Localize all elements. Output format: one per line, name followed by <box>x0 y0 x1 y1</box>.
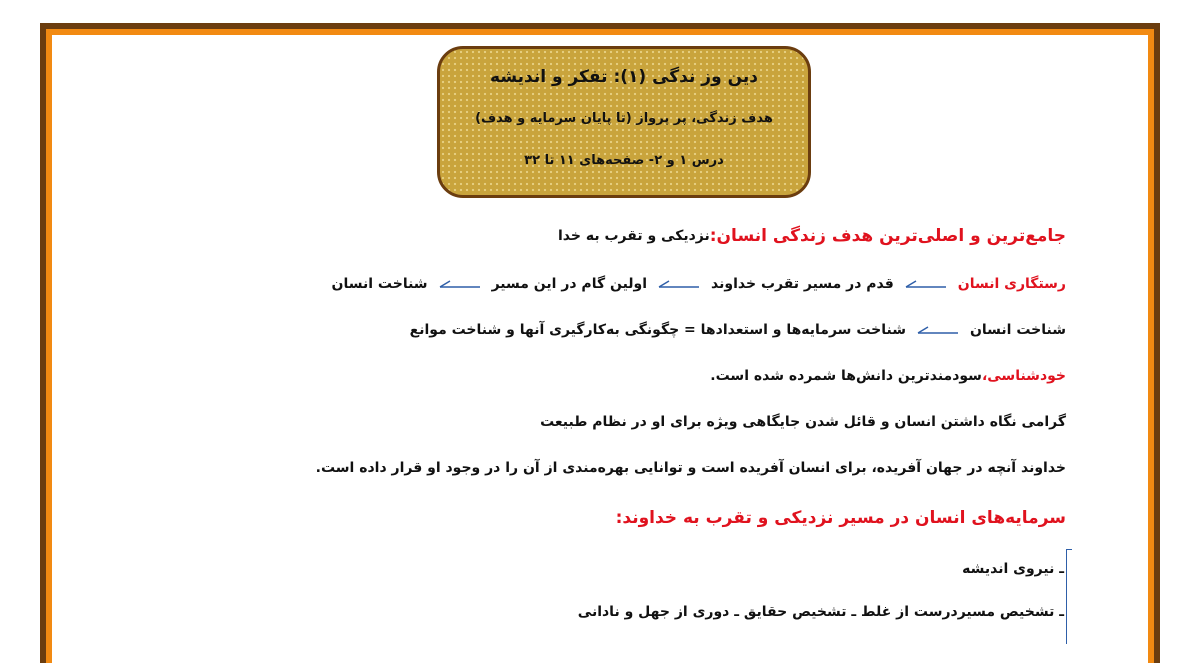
arrow-left-icon <box>438 277 482 291</box>
list-item-text: ـ نیروی اندیشه <box>962 561 1064 577</box>
list-item <box>578 604 1064 620</box>
section-heading <box>616 508 1066 528</box>
first-step-text: اولین گام در این مسیر <box>491 276 648 292</box>
list-item <box>962 561 1064 577</box>
self-knowledge-label: خودشناسی، <box>981 368 1066 384</box>
page-title: دین وز ندگی (۱): تفکر و اندیشه <box>490 67 758 87</box>
line-salvation-chain <box>332 276 1066 292</box>
title-box <box>437 46 811 198</box>
list-item-text: ـ تشخیص مسیردرست از غلط ـ تشخیص حقایق ـ دوری از جهل و نادانی <box>577 604 1064 620</box>
know-human-text: شناخت انسان <box>969 322 1066 338</box>
line-knowing-human <box>410 322 1066 338</box>
creation-text: خداوند آنچه در جهان آفریده، برای انسان آفریده است و توانایی بهره‌مندی از آن را در وجود او قرار داده است. <box>315 460 1066 476</box>
arrow-left-icon <box>904 277 948 291</box>
line-self-knowledge <box>710 368 1066 384</box>
main-goal-text: نزدیکی و تقرب به خدا <box>558 228 710 244</box>
main-goal-label: جامع‌ترین و اصلی‌ترین هدف زندگی انسان: <box>709 226 1066 246</box>
page-subtitle: هدف زندگی، پر پرواز (تا پایان سرمایه و هدف) <box>475 111 773 126</box>
lesson-info: درس ۱ و ۲- صفحه‌های ۱۱ تا ۳۲ <box>524 153 724 168</box>
line-main-goal <box>558 226 1066 246</box>
line-human-dignity <box>540 414 1066 430</box>
salvation-text: رستگاری انسان <box>957 276 1066 292</box>
list-bracket <box>1066 549 1072 644</box>
line-creation <box>316 460 1066 476</box>
self-knowledge-text: سودمندترین دانش‌ها شمرده شده است. <box>710 368 982 384</box>
know-human-text: شناخت انسان <box>331 276 428 292</box>
arrow-left-icon <box>657 277 701 291</box>
arrow-left-icon <box>916 323 960 337</box>
capitals-heading: سرمایه‌های انسان در مسیر نزدیکی و تقرب به خداوند: <box>615 508 1066 528</box>
capital-knowledge-text: شناخت سرمایه‌ها و استعدادها = چگونگی به‌کارگیری آنها و شناخت موانع <box>409 322 906 338</box>
human-dignity-text: گرامی نگاه داشتن انسان و قائل شدن جایگاهی ویژه برای او در نظام طبیعت <box>540 414 1066 430</box>
step-text: قدم در مسیر تقرب خداوند <box>711 276 894 292</box>
